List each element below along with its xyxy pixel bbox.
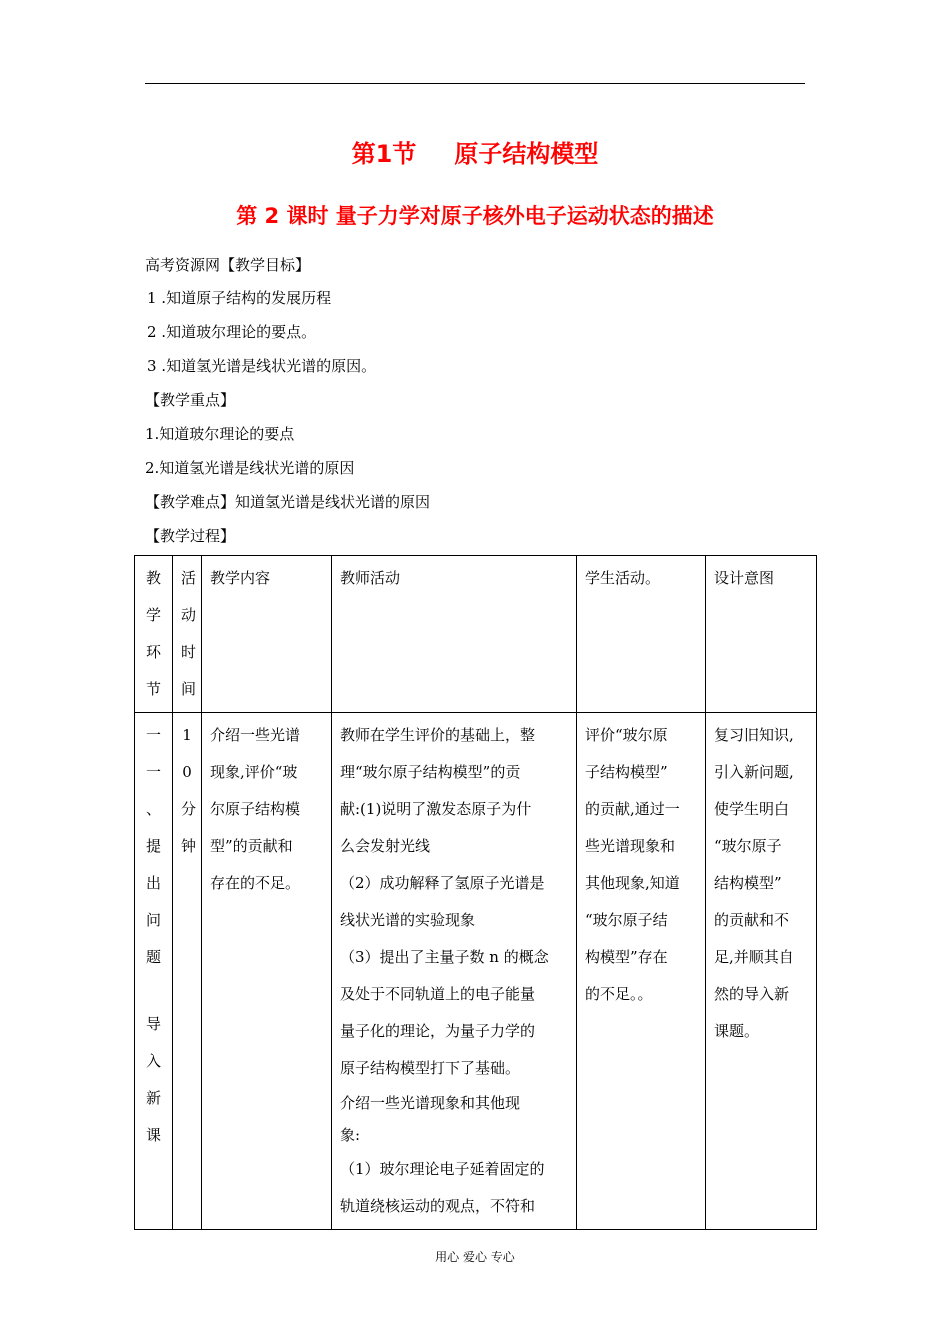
key-point-item: 2.知道氢光谱是线状光谱的原因 xyxy=(145,459,355,477)
title-section: 第1节 xyxy=(351,140,417,168)
header-content: 教学内容 xyxy=(202,556,332,713)
page-subtitle: 第 2 课时 量子力学对原子核外电子运动状态的描述 xyxy=(236,204,714,228)
objective-item: 1 .知道原子结构的发展历程 xyxy=(147,289,332,307)
header-time: 活 动 时 间 xyxy=(173,556,202,713)
header-stage: 教 学 环 节 xyxy=(135,556,173,713)
page-title xyxy=(0,134,950,169)
process-table xyxy=(134,555,817,1230)
process-heading: 【教学过程】 xyxy=(145,527,236,545)
objective-item: 2 .知道玻尔理论的要点。 xyxy=(147,323,317,341)
page-footer: 用心 爱心 专心 xyxy=(435,1250,515,1264)
row1-stage: 一 一 、 提 出 问 题 导 入 新 课 xyxy=(135,713,173,1230)
objectives-heading: 高考资源网【教学目标】 xyxy=(145,256,311,274)
row1-content: 介绍一些光谱 现象,评价“玻 尔原子结构模 型”的贡献和 存在的不足。 xyxy=(202,713,332,1230)
key-point-item: 1.知道玻尔理论的要点 xyxy=(145,425,295,443)
row1-student: 评价“玻尔原 子结构模型” 的贡献,通过一 些光谱现象和 其他现象,知道 “玻尔原子结 构模型”存在 的不足。。 xyxy=(577,713,706,1230)
title-name: 原子结构模型 xyxy=(454,140,599,168)
header-student: 学生活动。 xyxy=(577,556,706,713)
table-row xyxy=(135,713,817,1230)
row1-time: 1 0 分 钟 xyxy=(173,713,202,1230)
objective-item: 3 .知道氢光谱是线状光谱的原因。 xyxy=(147,357,377,375)
header-design: 设计意图 xyxy=(706,556,817,713)
row1-design: 复习旧知识, 引入新问题, 使学生明白 “玻尔原子 结构模型” 的贡献和不 足,并顺其自 然的导入新 课题。 xyxy=(706,713,817,1230)
key-points-heading: 【教学重点】 xyxy=(145,391,236,409)
header-teacher: 教师活动 xyxy=(332,556,577,713)
header-rule xyxy=(145,83,805,84)
row1-teacher: 教师在学生评价的基础上，整 理“玻尔原子结构模型”的贡 献:(1)说明了激发态原子为什 么会发射光线 （2）成功解释了氢原子光谱是 线状光谱的实验现象 （3）提出了主量子数 n 的概念 及处于不同轨道上的电子能量 量子化的理论，为量子力学的 原子结构模型打下了基础。 介绍一些光谱现象和其他现 象: （1）玻尔理论电子延着固定的 轨道绕核运动的观点，不符和 xyxy=(332,713,577,1230)
difficulty-line: 【教学难点】知道氢光谱是线状光谱的原因 xyxy=(145,493,431,511)
table-header-row xyxy=(135,556,817,713)
